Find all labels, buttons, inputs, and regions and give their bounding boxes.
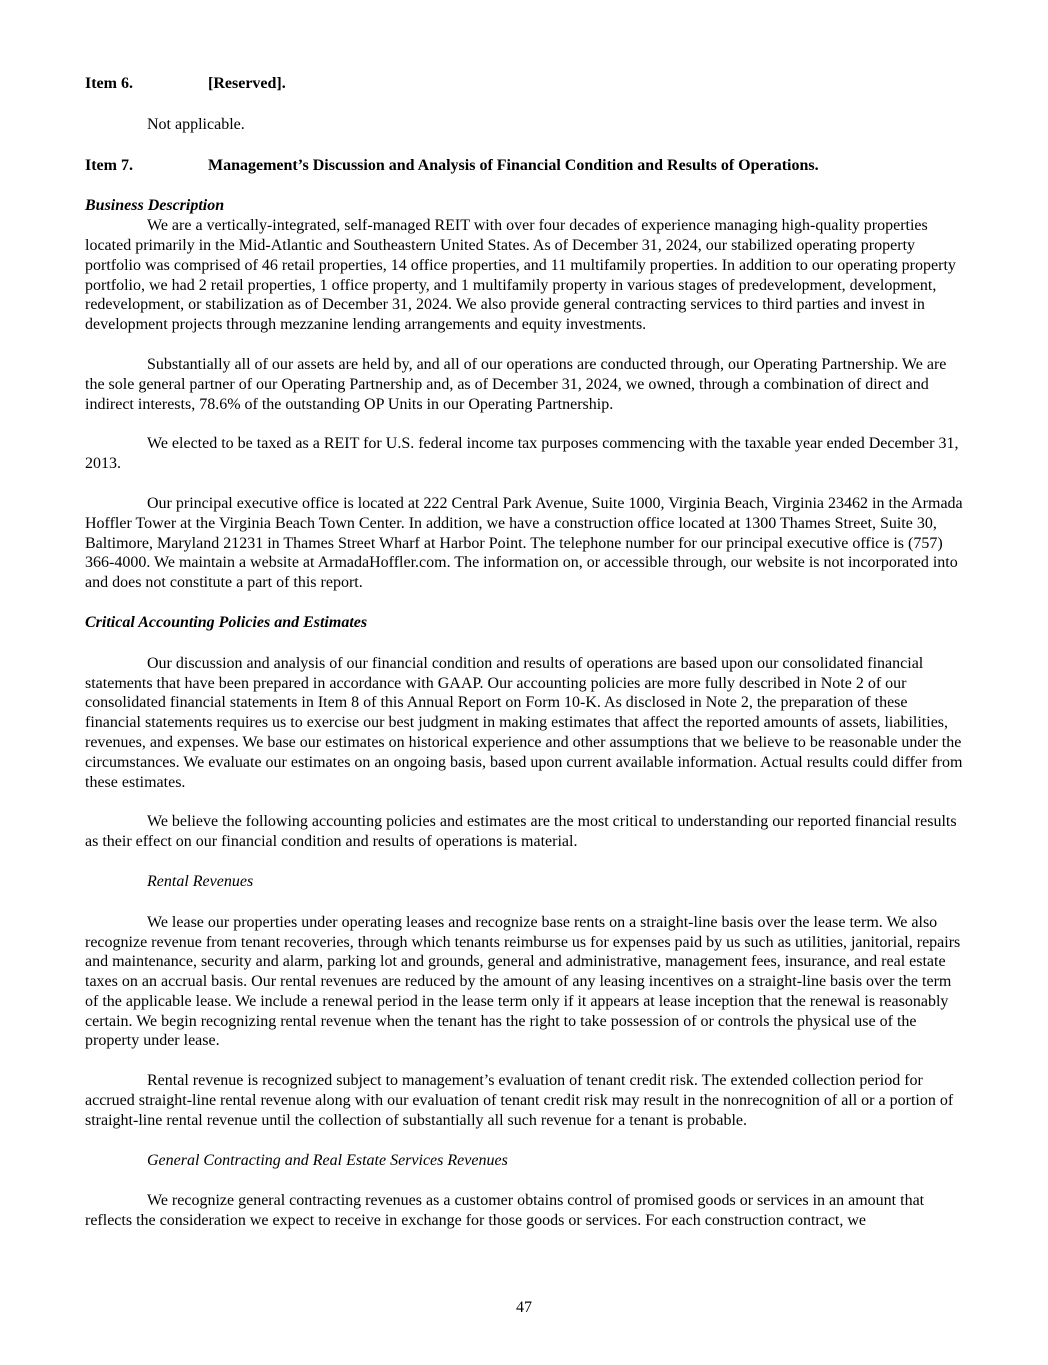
item-number: Item 6. [85,75,133,92]
item-title: [Reserved]. [208,75,286,92]
item-6-heading [85,74,967,94]
rental-revenues-heading: Rental Revenues [147,872,254,890]
paragraph: We recognize general contracting revenues as a customer obtains control of promised goods or services in an amount that reflects the consideration we expect to receive in exchange for those goods or services. For each construction contract, we [85,1192,925,1230]
document-page [85,74,967,1251]
paragraph: We elected to be taxed as a REIT for U.S. federal income tax purposes commencing with the taxable year ended December 31, 2013. [85,435,959,473]
business-description-heading: Business Description [85,197,225,215]
paragraph: Rental revenue is recognized subject to management’s evaluation of tenant credit risk. The extended collection period for accrued straight-line rental revenue along with our evaluation of tenant credit risk may result in the nonrecognition of all or a portion of straight-line rental revenue until the collection of substantially all such revenue for a tenant is probable. [85,1072,954,1129]
paragraph: We believe the following accounting policies and estimates are the most critical to understanding our reported financial results as their effect on our financial condition and results of operations is material. [85,813,957,851]
general-contracting-heading: General Contracting and Real Estate Services Revenues [147,1151,508,1169]
critical-policies-heading: Critical Accounting Policies and Estimates [85,613,368,631]
item-number: Item 7. [85,156,133,174]
page-number: 47 [516,1299,532,1316]
paragraph: We are a vertically-integrated, self-managed REIT with over four decades of experience managing high-quality properties located primarily in the Mid-Atlantic and Southeastern United States. As of December 31, 2024, our stabilized operating property portfolio was comprised of 46 retail properties, 14 office properties, and 11 multifamily properties. In addition to our operating property portfolio, we had 2 retail properties, 1 office property, and 1 multifamily property in various stages of predevelopment, development, redevelopment, or stabilization as of December 31, 2024. We also provide general contracting services to third parties and invest in development projects through mezzanine lending arrangements and equity investments. [85,217,956,334]
paragraph: Our principal executive office is located at 222 Central Park Avenue, Suite 1000, Virginia Beach, Virginia 23462 in the Armada Hoffler Tower at the Virginia Beach Town Center. In addition, we have a construction office located at 1300 Thames Street, Suite 30, Baltimore, Maryland 21231 in Thames Street Wharf at Harbor Point. The telephone number for our principal executive office is (757) 366-4000. We maintain a website at ArmadaHoffler.com. The information on, or accessible through, our website is not incorporated into and does not constitute a part of this report. [85,494,963,592]
paragraph: Substantially all of our assets are held by, and all of our operations are conducted through, our Operating Partnership. We are the sole general partner of our Operating Partnership and, as of December 31, 2024, we owned, through a combination of direct and indirect interests, 78.6% of the outstanding OP Units in our Operating Partnership. [85,355,947,413]
paragraph: We lease our properties under operating leases and recognize base rents on a straight-line basis over the lease term. We also recognize revenue from tenant recoveries, through which tenants reimburse us for expenses paid by us such as utilities, janitorial, repairs and maintenance, security and alarm, parking lot and grounds, general and administrative, management fees, insurance, and real estate taxes on an accrual basis. Our rental revenues are reduced by the amount of any leasing incentives on a straight-line basis over the term of the applicable lease. We include a renewal period in the lease term only if it appears at lease inception that the renewal is reasonably certain. We begin recognizing rental revenue when the tenant has the right to take possession of or controls the physical use of the property under lease. [85,913,961,1050]
item-6-text: Not applicable. [147,115,245,133]
paragraph: Our discussion and analysis of our financial condition and results of operations are based upon our consolidated financial statements that have been prepared in accordance with GAAP. Our accounting policies are more fully described in Note 2 of our consolidated financial statements in Item 8 of this Annual Report on Form 10-K. As disclosed in Note 2, the preparation of these financial statements requires us to exercise our best judgment in making estimates that affect the reported amounts of assets, liabilities, revenues, and expenses. We base our estimates on historical experience and other assumptions that we believe to be reasonable under the circumstances. We evaluate our estimates on an ongoing basis, based upon current available information. Actual results could differ from these estimates. [85,654,963,791]
item-7-heading [85,156,967,176]
item-title: Management’s Discussion and Analysis of Financial Condition and Results of Operations. [208,156,819,174]
